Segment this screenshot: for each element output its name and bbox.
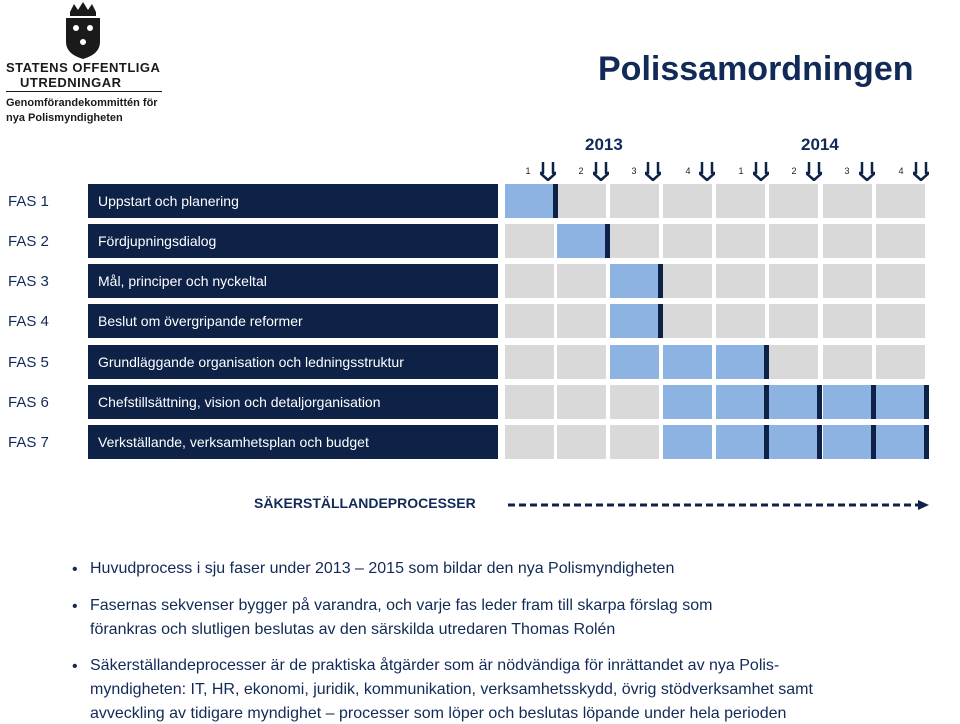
phase-label: Uppstart och planering	[88, 184, 498, 218]
phase-id: FAS 2	[8, 233, 49, 250]
phase-id: FAS 3	[8, 273, 49, 290]
gantt-cell	[876, 224, 925, 258]
year-2014: 2014	[801, 135, 839, 154]
gantt-cell-active	[716, 345, 765, 379]
gantt-cell-active	[716, 425, 765, 459]
gantt-cell	[557, 345, 606, 379]
gantt-cell	[557, 184, 606, 218]
gantt-cell	[557, 425, 606, 459]
quarter-label: 3	[844, 166, 850, 176]
gantt-cell-active	[610, 264, 659, 298]
gantt-cell	[505, 425, 554, 459]
phase-id: FAS 4	[8, 313, 49, 330]
support-processes-arrow	[508, 497, 930, 513]
gantt-cell	[610, 425, 659, 459]
bullet-marker: •	[72, 658, 78, 675]
decision-arrow-icon	[913, 161, 929, 181]
bullet-1-line-1: Huvudprocess i sju faser under 2013 – 2015 som bildar den nya Polismyndigheten	[90, 560, 675, 577]
gantt-cell	[823, 224, 872, 258]
gantt-cell-active	[823, 425, 872, 459]
gantt-cell	[876, 304, 925, 338]
gantt-cell	[505, 345, 554, 379]
logo-line-4: nya Polismyndigheten	[6, 112, 123, 124]
phase-id: FAS 7	[8, 434, 49, 451]
logo-divider	[6, 91, 162, 92]
gantt-cell-active	[557, 224, 606, 258]
phase-id: FAS 6	[8, 394, 49, 411]
gantt-cell	[823, 304, 872, 338]
milestone-marker	[553, 184, 558, 218]
sou-logo	[0, 0, 175, 135]
gantt-cell	[823, 184, 872, 218]
phase-label: Chefstillsättning, vision och detaljorganisation	[88, 385, 498, 419]
gantt-cell	[769, 184, 818, 218]
decision-arrow-icon	[753, 161, 769, 181]
gantt-cell	[876, 264, 925, 298]
phase-label: Verkställande, verksamhetsplan och budget	[88, 425, 498, 459]
quarter-label: 3	[631, 166, 637, 176]
gantt-cell	[663, 264, 712, 298]
quarter-label: 2	[791, 166, 797, 176]
gantt-cell	[505, 224, 554, 258]
decision-arrow-icon	[593, 161, 609, 181]
logo-line-1: STATENS OFFENTLIGA	[6, 60, 161, 75]
gantt-cell-active	[505, 184, 554, 218]
gantt-cell	[769, 224, 818, 258]
bullet-3-line-2: myndigheten: IT, HR, ekonomi, juridik, kommunikation, verksamhetsskydd, övrig stödverksamhet samt	[90, 681, 813, 698]
gantt-cell	[663, 224, 712, 258]
gantt-cell-active	[716, 385, 765, 419]
milestone-marker	[658, 264, 663, 298]
gantt-cell	[716, 304, 765, 338]
gantt-cell	[557, 304, 606, 338]
decision-arrow-icon	[645, 161, 661, 181]
gantt-cell	[716, 184, 765, 218]
gantt-cell	[505, 304, 554, 338]
milestone-marker	[924, 385, 929, 419]
gantt-cell	[876, 184, 925, 218]
gantt-cell	[505, 264, 554, 298]
gantt-cell	[505, 385, 554, 419]
gantt-cell	[610, 224, 659, 258]
bullet-3-line-3: avveckling av tidigare myndighet – processer som löper och beslutas löpande under hela perioden	[90, 705, 787, 722]
gantt-cell-active	[823, 385, 872, 419]
gantt-cell-active	[663, 425, 712, 459]
gantt-cell	[876, 345, 925, 379]
milestone-marker	[871, 425, 876, 459]
gantt-cell-active	[769, 425, 818, 459]
decision-arrow-icon	[699, 161, 715, 181]
gantt-cell-active	[610, 345, 659, 379]
milestone-marker	[764, 345, 769, 379]
bullet-marker: •	[72, 598, 78, 615]
gantt-cell-active	[876, 385, 925, 419]
gantt-cell	[663, 184, 712, 218]
gantt-cell-active	[876, 425, 925, 459]
milestone-marker	[658, 304, 663, 338]
support-processes-label: SÄKERSTÄLLANDEPROCESSER	[254, 495, 476, 511]
phase-id: FAS 1	[8, 193, 49, 210]
phase-label: Beslut om övergripande reformer	[88, 304, 498, 338]
bullet-2-line-2: förankras och slutligen beslutas av den särskilda utredaren Thomas Rolén	[90, 621, 616, 638]
gantt-cell-active	[769, 385, 818, 419]
gantt-cell	[610, 385, 659, 419]
gantt-cell	[823, 345, 872, 379]
milestone-marker	[764, 385, 769, 419]
gantt-cell	[769, 264, 818, 298]
bullet-2-line-1: Fasernas sekvenser bygger på varandra, och varje fas leder fram till skarpa förslag som	[90, 597, 713, 614]
quarter-label: 4	[685, 166, 691, 176]
decision-arrow-icon	[859, 161, 875, 181]
crown-shield-icon	[62, 2, 104, 60]
gantt-cell-active	[663, 345, 712, 379]
quarter-label: 4	[898, 166, 904, 176]
milestone-marker	[605, 224, 610, 258]
phase-label: Fördjupningsdialog	[88, 224, 498, 258]
quarter-label: 2	[578, 166, 584, 176]
gantt-cell	[716, 224, 765, 258]
gantt-cell	[716, 264, 765, 298]
logo-line-3: Genomförandekommittén för	[6, 97, 158, 109]
gantt-cell	[663, 304, 712, 338]
gantt-cell-active	[663, 385, 712, 419]
gantt-cell	[557, 264, 606, 298]
milestone-marker	[817, 385, 822, 419]
milestone-marker	[817, 425, 822, 459]
quarter-label: 1	[525, 166, 531, 176]
year-2013: 2013	[585, 135, 623, 154]
milestone-marker	[924, 425, 929, 459]
milestone-marker	[871, 385, 876, 419]
bullet-3-line-1: Säkerställandeprocesser är de praktiska åtgärder som är nödvändiga för inrättandet av nya Polis-	[90, 657, 780, 674]
page-title: Polissamordningen	[598, 50, 914, 88]
gantt-cell-active	[610, 304, 659, 338]
logo-line-2: UTREDNINGAR	[20, 75, 122, 90]
decision-arrow-icon	[540, 161, 556, 181]
phase-id: FAS 5	[8, 354, 49, 371]
quarter-label: 1	[738, 166, 744, 176]
gantt-cell	[557, 385, 606, 419]
gantt-cell	[769, 345, 818, 379]
decision-arrow-icon	[806, 161, 822, 181]
phase-label: Grundläggande organisation och ledningsstruktur	[88, 345, 498, 379]
milestone-marker	[764, 425, 769, 459]
bullet-marker: •	[72, 561, 78, 578]
gantt-cell	[610, 184, 659, 218]
gantt-cell	[769, 304, 818, 338]
phase-label: Mål, principer och nyckeltal	[88, 264, 498, 298]
gantt-cell	[823, 264, 872, 298]
